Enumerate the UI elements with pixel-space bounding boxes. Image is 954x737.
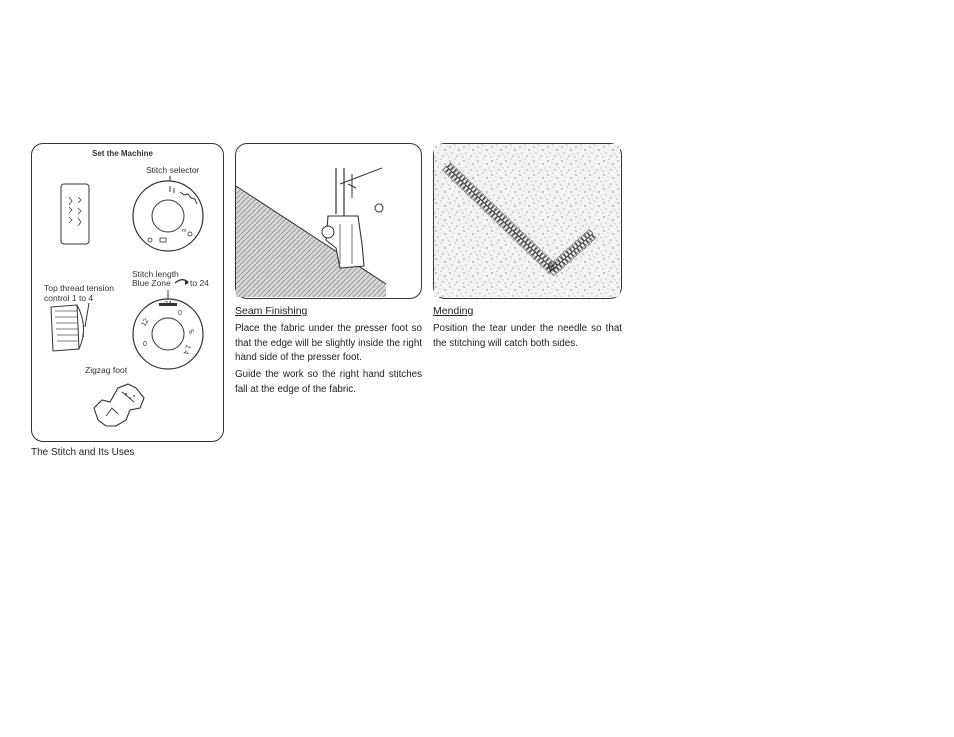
stitch-selector-dial — [130, 176, 206, 252]
zigzag-foot-label: Zigzag foot — [85, 365, 128, 375]
dial-mark-5: 5 — [186, 328, 195, 335]
svg-text:m: m — [182, 228, 187, 234]
mending-illustration — [434, 144, 620, 297]
stitch-length-label-line1: Stitch length — [132, 269, 179, 279]
seam-finishing-heading: Seam Finishing — [235, 305, 308, 317]
seam-finishing-paragraph-2: Guide the work so the right hand stitches fall at the edge of the fabric. — [235, 369, 422, 395]
dial-mark-1-4: 1.4 — [181, 343, 192, 355]
tension-label-line2: control 1 to 4 — [44, 293, 94, 303]
mending-heading: Mending — [433, 305, 474, 317]
seam-finishing-illustration — [236, 144, 420, 297]
page-caption: The Stitch and Its Uses — [31, 447, 135, 458]
stitch-length-label-line2: Blue Zone — [132, 278, 171, 288]
svg-text:1: 1 — [82, 333, 85, 339]
pattern-card-illustration — [60, 183, 90, 245]
dial-mark-24: 24 — [164, 301, 172, 308]
set-machine-title: Set the Machine — [92, 149, 153, 158]
seam-finishing-paragraph-1: Place the fabric under the presser foot so that the edge will be slightly inside the right hand side of the presser foot. — [235, 323, 422, 363]
mending-paragraph-1: Position the tear under the needle so that the stitching will catch both sides. — [433, 323, 622, 349]
stitch-length-range: to 24 — [190, 278, 209, 288]
tension-control-illustration — [49, 303, 97, 355]
zigzag-foot-illustration — [92, 378, 148, 428]
stitch-selector-label: Stitch selector — [146, 165, 200, 175]
dial-mark-0-right: 0 — [178, 310, 182, 317]
dial-mark-12: 12 — [140, 317, 151, 328]
turn-arrow-icon — [174, 277, 190, 287]
dial-mark-0-left: 0 — [143, 341, 147, 348]
tension-label-line1: Top thread tension — [44, 283, 114, 293]
